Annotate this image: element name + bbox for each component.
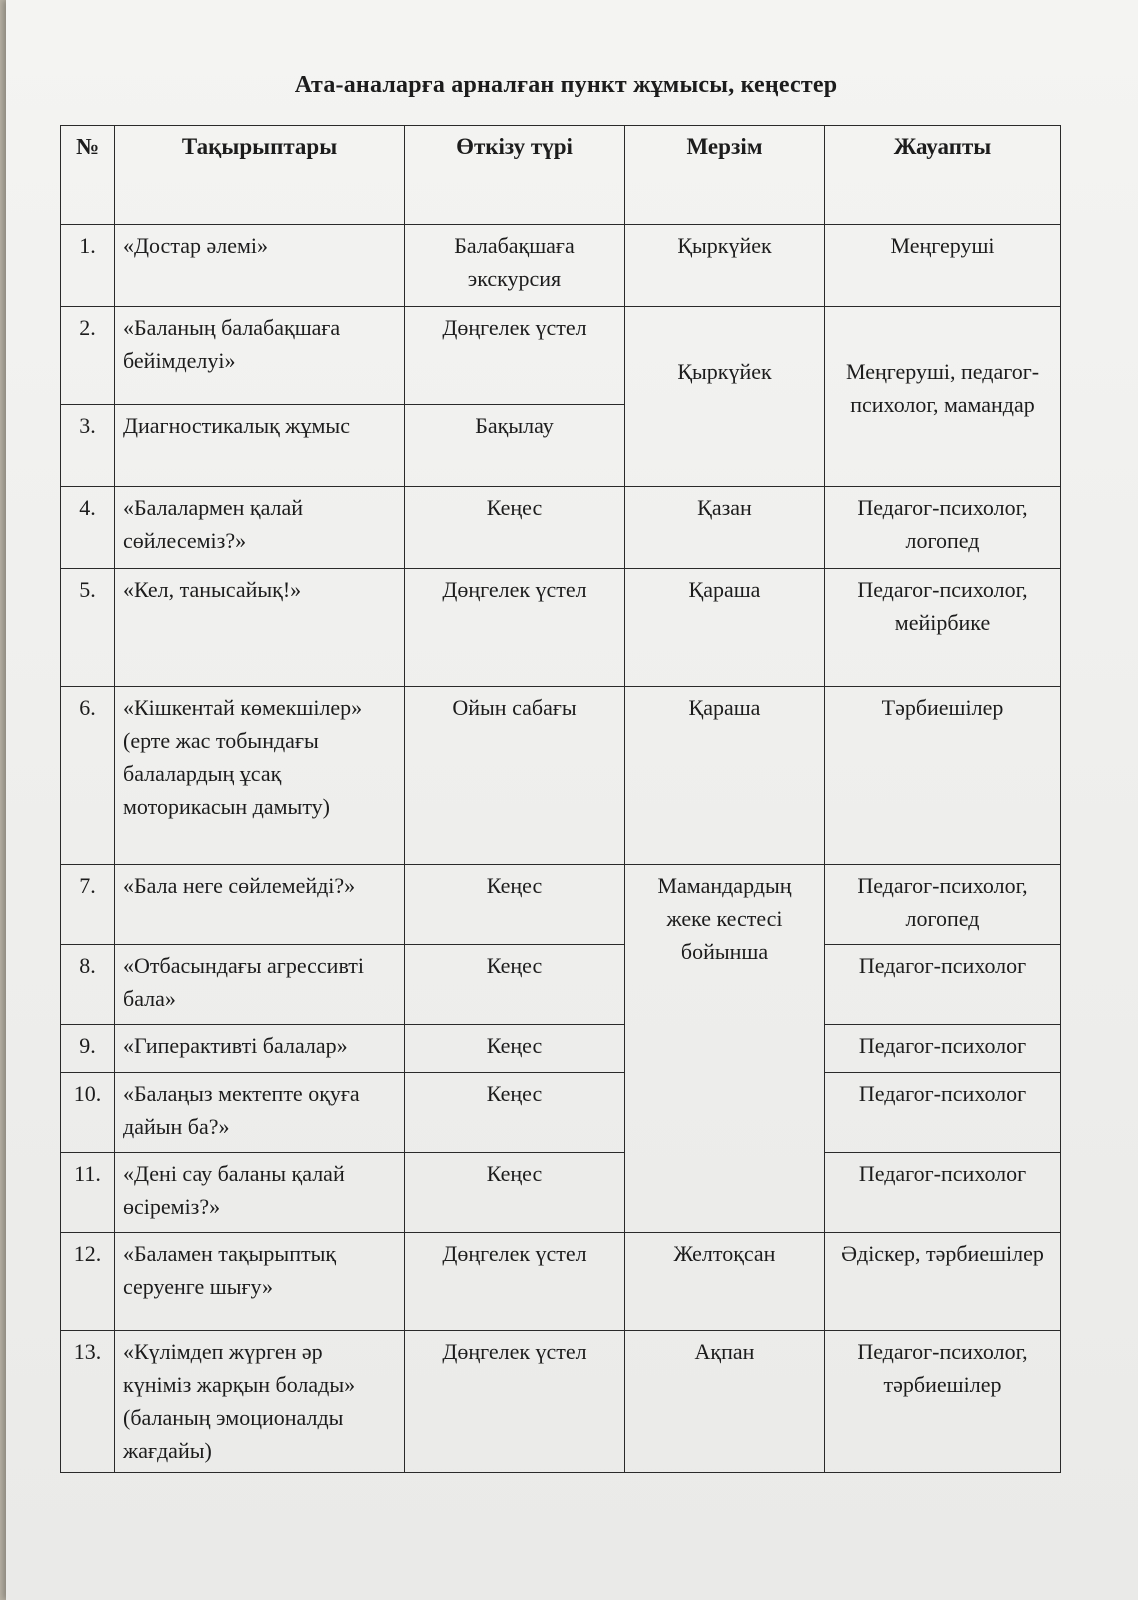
table-row	[61, 1153, 1061, 1233]
row-format: Кеңес	[405, 945, 625, 1025]
row-format: Бақылау	[405, 405, 625, 487]
row-topic: «Гиперактивті балалар»	[115, 1025, 405, 1073]
row-number: 1.	[61, 225, 115, 307]
table-row	[61, 1073, 1061, 1153]
row-date: Қараша	[625, 687, 825, 865]
table-row	[61, 1233, 1061, 1331]
row-topic: «Кел, танысайық!»	[115, 569, 405, 687]
row-number: 12.	[61, 1233, 115, 1331]
row-date: Қыркүйек	[625, 307, 825, 487]
row-date: Қараша	[625, 569, 825, 687]
row-responsible: Меңгеруші	[825, 225, 1061, 307]
row-format: Дөңгелек үстел	[405, 307, 625, 405]
row-date: Қыркүйек	[625, 225, 825, 307]
row-format: Дөңгелек үстел	[405, 1233, 625, 1331]
row-topic: «Отбасындағы агрессивті бала»	[115, 945, 405, 1025]
row-format: Дөңгелек үстел	[405, 1331, 625, 1473]
table-row	[61, 945, 1061, 1025]
row-responsible: Педагог-психолог	[825, 945, 1061, 1025]
row-number: 7.	[61, 865, 115, 945]
document-title: Ата-аналарға арналған пункт жұмысы, кеңестер	[294, 72, 838, 98]
table-row	[61, 569, 1061, 687]
row-number: 13.	[61, 1331, 115, 1473]
row-responsible: Меңгеруші, педагог-психолог, мамандар	[825, 307, 1061, 487]
row-format: Балабақшаға экскурсия	[405, 225, 625, 307]
row-date: Желтоқсан	[625, 1233, 825, 1331]
row-number: 4.	[61, 487, 115, 569]
column-header-format: Өткізу түрі	[405, 126, 625, 225]
row-responsible: Педагог-психолог	[825, 1073, 1061, 1153]
table-row	[61, 487, 1061, 569]
row-responsible: Педагог-психолог, логопед	[825, 487, 1061, 569]
row-number: 5.	[61, 569, 115, 687]
table-row	[61, 225, 1061, 307]
row-format: Кеңес	[405, 487, 625, 569]
row-number: 8.	[61, 945, 115, 1025]
row-number: 3.	[61, 405, 115, 487]
row-responsible: Педагог-психолог, логопед	[825, 865, 1061, 945]
row-topic: «Бала неге сөйлемейді?»	[115, 865, 405, 945]
row-format: Кеңес	[405, 865, 625, 945]
row-number: 10.	[61, 1073, 115, 1153]
row-responsible: Педагог-психолог, мейірбике	[825, 569, 1061, 687]
row-format: Дөңгелек үстел	[405, 569, 625, 687]
table-row	[61, 687, 1061, 865]
column-header-responsible: Жауапты	[825, 126, 1061, 225]
row-topic: «Дені сау баланы қалай өсіреміз?»	[115, 1153, 405, 1233]
row-topic: «Баланың балабақшаға бейімделуі»	[115, 307, 405, 405]
column-header-topics: Тақырыптары	[115, 126, 405, 225]
row-responsible: Педагог-психолог	[825, 1153, 1061, 1233]
row-number: 11.	[61, 1153, 115, 1233]
row-format: Кеңес	[405, 1073, 625, 1153]
document-page	[6, 0, 1138, 1600]
table-row	[61, 307, 1061, 405]
row-topic: Диагностикалық жұмыс	[115, 405, 405, 487]
row-topic: «Баламен тақырыптық серуенге шығу»	[115, 1233, 405, 1331]
table-row	[61, 865, 1061, 945]
row-topic: «Достар әлемі»	[115, 225, 405, 307]
column-header-date: Мерзім	[625, 126, 825, 225]
row-responsible: Педагог-психолог, тәрбиешілер	[825, 1331, 1061, 1473]
column-header-number: №	[61, 126, 115, 225]
row-topic: «Күлімдеп жүрген әр күніміз жарқын болады» (баланың эмоционалды жағдайы)	[115, 1331, 405, 1473]
row-date: Мамандардың жеке кестесі бойынша	[625, 865, 825, 1233]
row-responsible: Тәрбиешілер	[825, 687, 1061, 865]
row-topic: «Балалармен қалай сөйлесеміз?»	[115, 487, 405, 569]
row-date: Қазан	[625, 487, 825, 569]
table-header-row	[61, 126, 1061, 225]
row-topic: «Балаңыз мектепте оқуға дайын ба?»	[115, 1073, 405, 1153]
consultation-plan-table	[60, 125, 1061, 1473]
row-number: 9.	[61, 1025, 115, 1073]
row-format: Кеңес	[405, 1153, 625, 1233]
row-responsible: Педагог-психолог	[825, 1025, 1061, 1073]
table-row	[61, 1331, 1061, 1473]
row-topic: «Кішкентай көмекшілер» (ерте жас тобындағы балалардың ұсақ моторикасын дамыту)	[115, 687, 405, 865]
row-date: Ақпан	[625, 1331, 825, 1473]
table-row	[61, 1025, 1061, 1073]
row-responsible: Әдіскер, тәрбиешілер	[825, 1233, 1061, 1331]
row-number: 2.	[61, 307, 115, 405]
row-number: 6.	[61, 687, 115, 865]
row-format: Кеңес	[405, 1025, 625, 1073]
row-format: Ойын сабағы	[405, 687, 625, 865]
